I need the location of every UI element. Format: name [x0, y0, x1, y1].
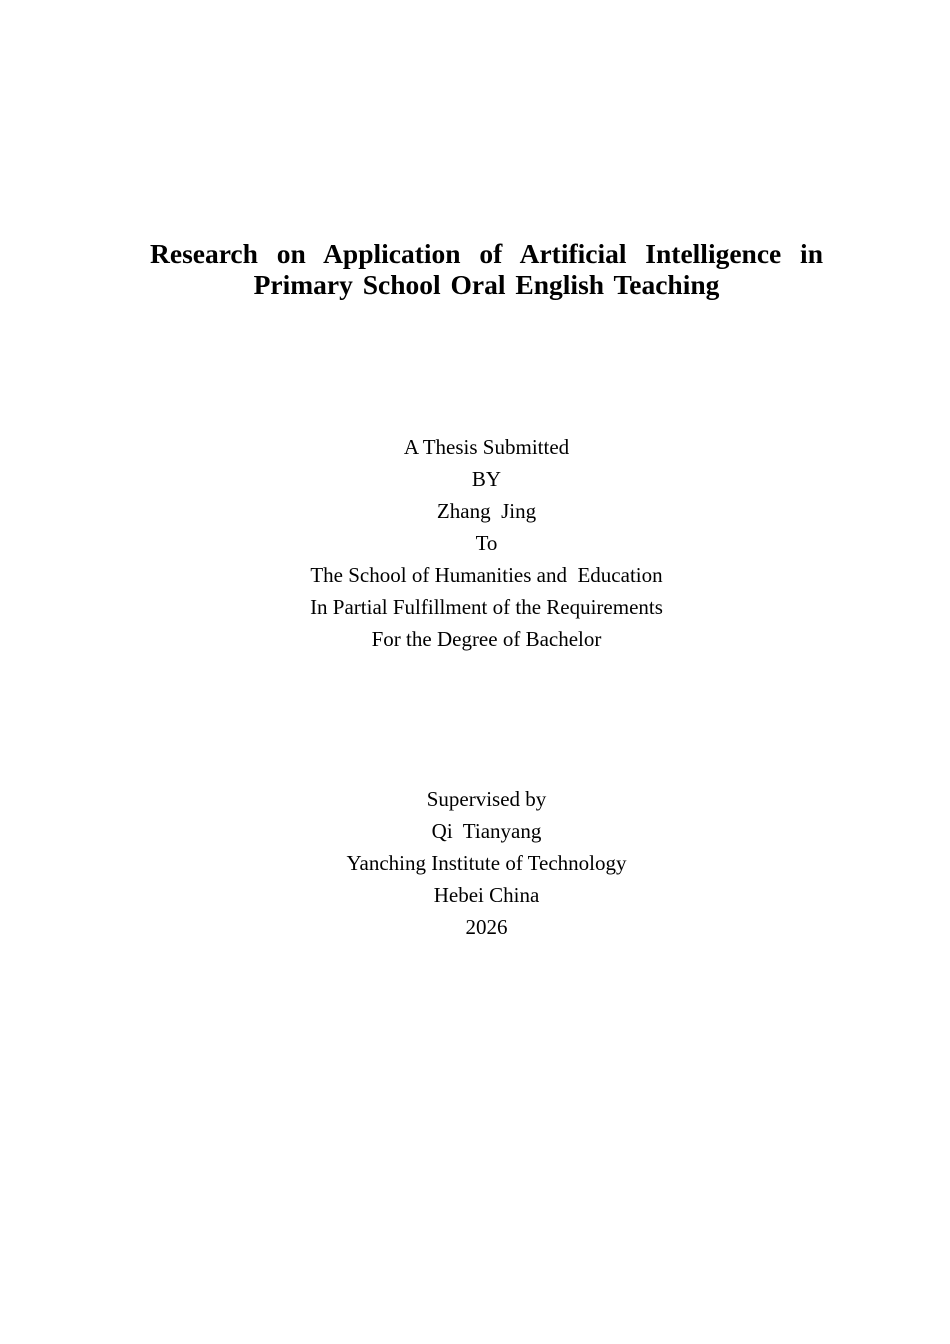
location-line: Hebei China	[433, 883, 540, 907]
title-line-2: Primary School Oral English Teaching	[253, 269, 720, 300]
by-line: BY	[471, 467, 502, 491]
thesis-title	[150, 238, 823, 300]
title-line-1: Research on Application of Artificial Intelligence in	[150, 238, 823, 269]
thesis-submitted-line: A Thesis Submitted	[403, 435, 570, 459]
supervisor-name: Qi Tianyang	[431, 819, 542, 843]
degree-line: For the Degree of Bachelor	[371, 627, 602, 651]
to-line: To	[475, 531, 498, 555]
school-name: The School of Humanities and Education	[310, 563, 663, 587]
author-name: Zhang Jing	[436, 499, 537, 523]
institute-name: Yanching Institute of Technology	[346, 851, 627, 875]
supervision-block	[0, 783, 950, 943]
submission-block	[0, 431, 950, 655]
year-line: 2026	[465, 915, 508, 939]
supervised-by-line: Supervised by	[426, 787, 547, 811]
fulfillment-line: In Partial Fulfillment of the Requirements	[310, 595, 663, 619]
